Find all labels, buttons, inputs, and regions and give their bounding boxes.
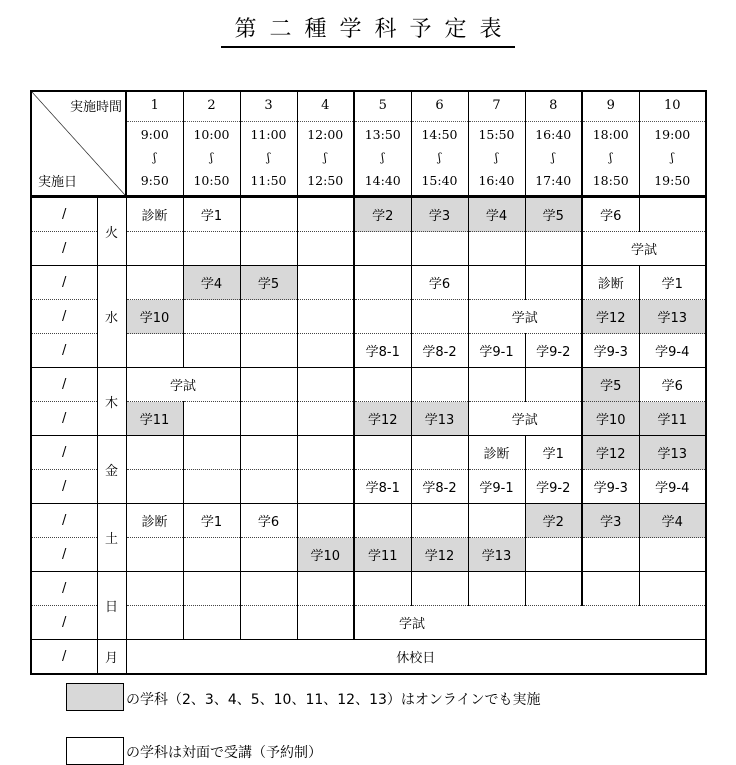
date-cell: / <box>31 232 97 266</box>
schedule-cell <box>240 300 297 334</box>
schedule-cell <box>240 197 297 232</box>
schedule-cell <box>639 197 706 232</box>
schedule-cell <box>582 538 639 572</box>
schedule-cell <box>240 402 297 436</box>
schedule-cell <box>297 368 354 402</box>
holiday-cell: 休校日 <box>126 640 706 675</box>
schedule-cell: 学8-2 <box>411 334 468 368</box>
legend-inperson-text: の学科は対面で受講（予約制） <box>126 745 322 761</box>
schedule-cell: 学9-4 <box>639 334 706 368</box>
period-header: 5 13:50 ʃ 14:40 <box>354 91 411 197</box>
schedule-cell: 学13 <box>411 402 468 436</box>
schedule-cell: 学2 <box>525 504 582 538</box>
schedule-cell <box>411 572 468 606</box>
schedule-cell <box>126 232 183 266</box>
day-cell-mon: 月 <box>97 640 126 675</box>
day-cell-sun: 日 <box>97 572 126 640</box>
schedule-cell <box>297 606 354 640</box>
schedule-cell: 学5 <box>582 368 639 402</box>
period-header: 6 14:50 ʃ 15:40 <box>411 91 468 197</box>
schedule-cell <box>411 504 468 538</box>
schedule-cell: 診断 <box>468 436 525 470</box>
schedule-cell <box>297 300 354 334</box>
schedule-cell <box>297 232 354 266</box>
schedule-cell <box>126 572 183 606</box>
schedule-cell <box>183 334 240 368</box>
schedule-cell <box>354 300 411 334</box>
legend-gray-swatch <box>66 683 124 711</box>
schedule-cell <box>468 572 525 606</box>
schedule-cell <box>468 266 525 300</box>
schedule-cell: 学6 <box>582 197 639 232</box>
schedule-cell <box>639 572 706 606</box>
period-header: 2 10:00 ʃ 10:50 <box>183 91 240 197</box>
table-row <box>31 606 706 640</box>
schedule-cell <box>411 368 468 402</box>
day-cell-fri: 金 <box>97 436 126 504</box>
schedule-cell <box>468 504 525 538</box>
date-cell: / <box>31 504 97 538</box>
day-cell-sat: 土 <box>97 504 126 572</box>
schedule-cell: 診断 <box>126 197 183 232</box>
schedule-cell: 学6 <box>639 368 706 402</box>
date-cell: / <box>31 197 97 232</box>
schedule-cell <box>354 572 411 606</box>
table-row <box>31 504 706 538</box>
date-cell: / <box>31 266 97 300</box>
table-row <box>31 640 706 675</box>
period-header: 3 11:00 ʃ 11:50 <box>240 91 297 197</box>
schedule-cell: 学試 <box>354 606 706 640</box>
schedule-cell <box>126 266 183 300</box>
schedule-cell <box>468 368 525 402</box>
schedule-cell: 学1 <box>639 266 706 300</box>
schedule-table <box>30 90 707 675</box>
schedule-cell <box>183 232 240 266</box>
schedule-cell <box>126 436 183 470</box>
schedule-cell <box>525 266 582 300</box>
period-header: 7 15:50 ʃ 16:40 <box>468 91 525 197</box>
schedule-cell: 学4 <box>468 197 525 232</box>
schedule-cell: 学9-1 <box>468 334 525 368</box>
table-row <box>31 402 706 436</box>
table-row <box>31 197 706 232</box>
schedule-cell: 学6 <box>411 266 468 300</box>
header-corner <box>31 91 126 197</box>
schedule-cell <box>297 197 354 232</box>
schedule-cell: 学11 <box>639 402 706 436</box>
day-cell-thu: 木 <box>97 368 126 436</box>
schedule-cell: 学9-4 <box>639 470 706 504</box>
schedule-cell: 学12 <box>582 436 639 470</box>
schedule-cell <box>126 334 183 368</box>
schedule-cell <box>354 368 411 402</box>
header-row <box>31 91 706 197</box>
schedule-cell <box>183 436 240 470</box>
table-row <box>31 470 706 504</box>
schedule-cell: 学1 <box>525 436 582 470</box>
schedule-cell <box>582 572 639 606</box>
schedule-cell <box>183 300 240 334</box>
schedule-cell <box>126 606 183 640</box>
schedule-cell: 学3 <box>582 504 639 538</box>
schedule-cell: 学8-1 <box>354 470 411 504</box>
schedule-cell: 学13 <box>639 300 706 334</box>
page-title: 第二種学科予定表 <box>0 16 736 48</box>
schedule-cell: 学2 <box>354 197 411 232</box>
schedule-cell: 学12 <box>354 402 411 436</box>
schedule-cell <box>240 436 297 470</box>
schedule-cell <box>297 266 354 300</box>
schedule-cell: 学1 <box>183 197 240 232</box>
schedule-cell: 学4 <box>639 504 706 538</box>
schedule-cell <box>183 606 240 640</box>
period-header: 8 16:40 ʃ 17:40 <box>525 91 582 197</box>
date-cell: / <box>31 606 97 640</box>
schedule-cell <box>354 436 411 470</box>
schedule-cell: 学試 <box>582 232 706 266</box>
schedule-cell: 学11 <box>354 538 411 572</box>
schedule-cell: 学4 <box>183 266 240 300</box>
schedule-cell: 学9-2 <box>525 470 582 504</box>
schedule-cell <box>240 470 297 504</box>
schedule-cell: 学12 <box>411 538 468 572</box>
schedule-cell: 学9-3 <box>582 334 639 368</box>
date-cell: / <box>31 436 97 470</box>
period-header: 9 18:00 ʃ 18:50 <box>582 91 639 197</box>
schedule-cell <box>411 300 468 334</box>
table-row <box>31 300 706 334</box>
date-cell: / <box>31 470 97 504</box>
period-header: 4 12:00 ʃ 12:50 <box>297 91 354 197</box>
date-cell: / <box>31 402 97 436</box>
schedule-cell <box>126 538 183 572</box>
schedule-cell <box>126 470 183 504</box>
schedule-cell <box>468 232 525 266</box>
period-header: 1 9:00 ʃ 9:50 <box>126 91 183 197</box>
schedule-cell <box>525 368 582 402</box>
schedule-cell <box>525 572 582 606</box>
schedule-cell: 学9-2 <box>525 334 582 368</box>
date-cell: / <box>31 572 97 606</box>
schedule-cell <box>354 504 411 538</box>
schedule-cell: 学5 <box>525 197 582 232</box>
schedule-cell: 学試 <box>468 300 582 334</box>
schedule-cell <box>240 606 297 640</box>
schedule-cell <box>183 470 240 504</box>
schedule-cell: 学11 <box>126 402 183 436</box>
schedule-cell <box>183 572 240 606</box>
schedule-cell <box>411 232 468 266</box>
schedule-cell <box>240 334 297 368</box>
schedule-cell: 学6 <box>240 504 297 538</box>
schedule-cell: 学1 <box>183 504 240 538</box>
table-row <box>31 436 706 470</box>
table-row <box>31 538 706 572</box>
table-row <box>31 572 706 606</box>
schedule-cell: 学3 <box>411 197 468 232</box>
schedule-cell: 学10 <box>582 402 639 436</box>
table-row <box>31 368 706 402</box>
date-cell: / <box>31 368 97 402</box>
table-row <box>31 266 706 300</box>
schedule-cell: 学8-1 <box>354 334 411 368</box>
schedule-cell: 診断 <box>582 266 639 300</box>
schedule-cell <box>297 436 354 470</box>
schedule-cell <box>183 538 240 572</box>
schedule-cell: 学9-1 <box>468 470 525 504</box>
schedule-cell <box>183 402 240 436</box>
schedule-cell: 学9-3 <box>582 470 639 504</box>
period-header: 10 19:00 ʃ 19:50 <box>639 91 706 197</box>
date-label: 実施日 <box>38 175 78 190</box>
legend-online-text: の学科（2、3、4、5、10、11、12、13）はオンラインでも実施 <box>126 692 541 708</box>
schedule-cell: 学10 <box>126 300 183 334</box>
date-cell: / <box>31 538 97 572</box>
schedule-cell <box>240 368 297 402</box>
schedule-cell: 学試 <box>126 368 240 402</box>
date-cell: / <box>31 334 97 368</box>
schedule-cell: 学10 <box>297 538 354 572</box>
schedule-cell <box>411 436 468 470</box>
time-label: 実施時間 <box>69 100 122 115</box>
schedule-cell <box>354 266 411 300</box>
table-row <box>31 232 706 266</box>
date-cell: / <box>31 300 97 334</box>
schedule-cell <box>297 470 354 504</box>
schedule-cell <box>297 334 354 368</box>
legend-white-swatch <box>66 737 124 765</box>
schedule-cell: 学13 <box>639 436 706 470</box>
schedule-cell <box>525 538 582 572</box>
schedule-cell: 診断 <box>126 504 183 538</box>
schedule-cell <box>297 572 354 606</box>
schedule-cell: 学12 <box>582 300 639 334</box>
schedule-cell <box>525 232 582 266</box>
day-cell-tue: 火 <box>97 197 126 266</box>
schedule-cell <box>240 538 297 572</box>
date-cell: / <box>31 640 97 675</box>
schedule-cell: 学試 <box>468 402 582 436</box>
day-cell-wed: 水 <box>97 266 126 368</box>
schedule-cell: 学8-2 <box>411 470 468 504</box>
schedule-cell <box>240 572 297 606</box>
table-row <box>31 334 706 368</box>
schedule-cell <box>240 232 297 266</box>
schedule-cell <box>639 538 706 572</box>
schedule-cell: 学13 <box>468 538 525 572</box>
schedule-cell <box>354 232 411 266</box>
schedule-cell <box>297 504 354 538</box>
schedule-cell <box>297 402 354 436</box>
schedule-cell: 学5 <box>240 266 297 300</box>
